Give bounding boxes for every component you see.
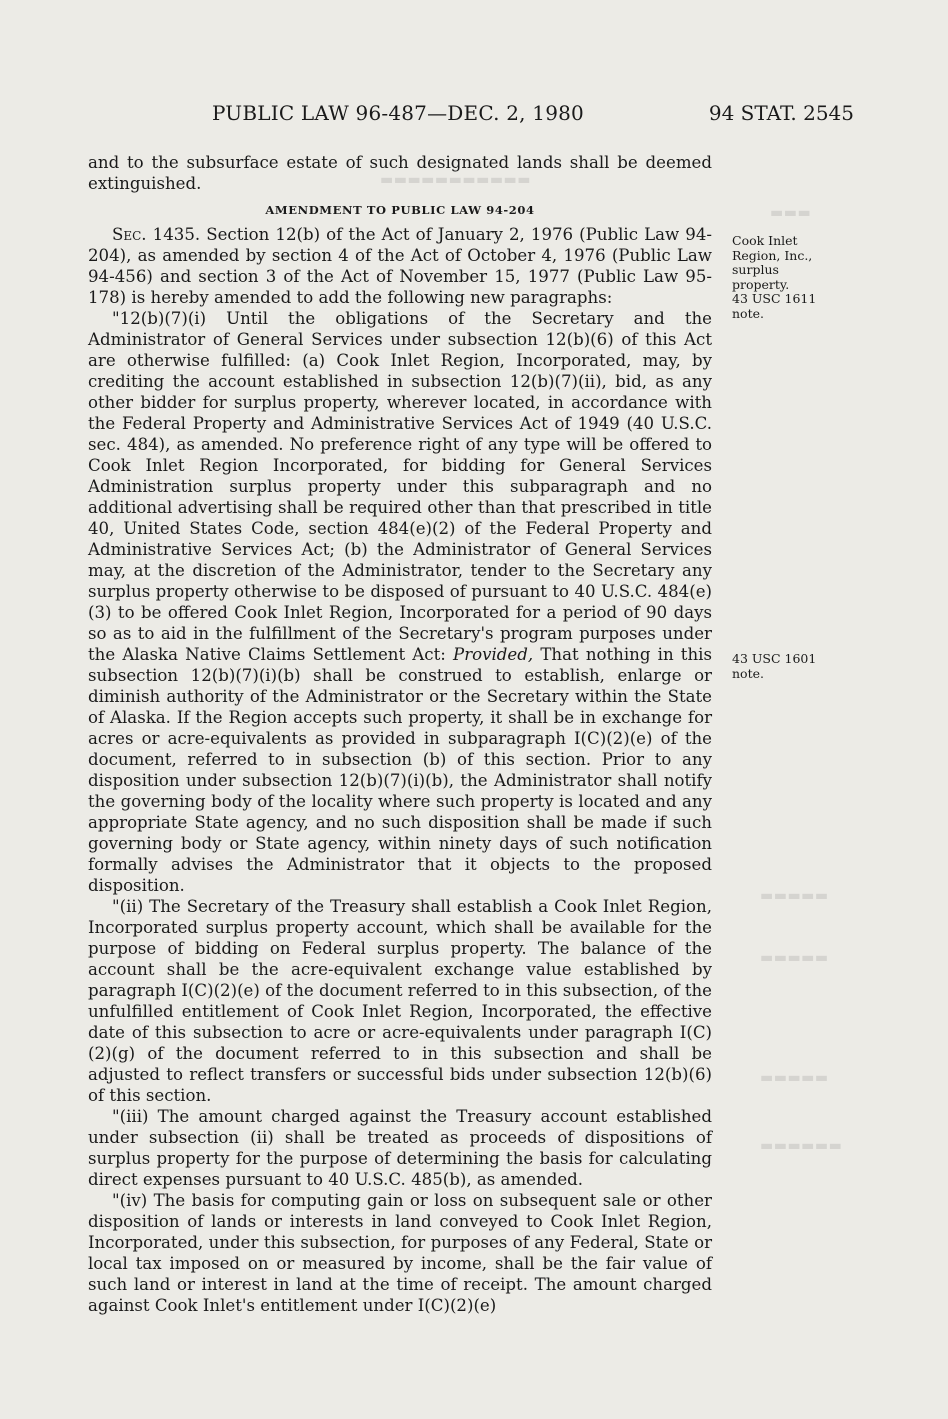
paragraph-i [88,308,712,896]
margin-note-line: property. [732,276,790,292]
bleed-through: ▬▬▬▬▬▬ [760,1138,843,1154]
bleed-through: ▬▬▬ [770,205,812,221]
margin-note-line: 43 USC 1611 [732,291,817,306]
bleed-through: ▬▬▬▬▬ [760,950,829,966]
statute-page-number: 94 STAT. 2545 [708,101,854,125]
bleed-through: ▬▬▬▬▬ [760,888,829,904]
paragraph-i-text-before: "12(b)(7)(i) Until the obligations of the Secretary and the Administrator of General Services under subsection 12(b)(6) of this Act are otherwise fulfilled: (a) Cook Inlet Region, Incorporated, may, by crediting the account established in subsection 12(b)(7)(ii), bid, as any other bidder for surplus property, wherever located, in accordance with the Federal Property and Administrative Services Act of 1949 (40 U.S.C. sec. 484), as amended. No preference right of any type will be offered to Cook Inlet Region Incorporated, for bidding for General Services Administration surplus property under this subparagraph and no additional advertising shall be required other than that prescribed in title 40, United States Code, section 484(e)(2) of the Federal Property and Administrative Services Act; (b) the Administrator of General Services may, at the discretion of the Administrator, tender to the Secretary any surplus property otherwise to be disposed of pursuant to 40 U.S.C. 484(e)(3) to be offered Cook Inlet Region, Incorporated for a period of 90 days so as to aid in the fulfillment of the Secretary's program purposes under the Alaska Native Claims Settlement Act: [88,309,712,664]
header-title: PUBLIC LAW 96-487—DEC. 2, 1980 [212,101,584,125]
margin-note-43-usc-1601 [732,652,816,681]
section-heading: AMENDMENT TO PUBLIC LAW 94-204 [265,203,535,217]
section-1435-paragraph [88,224,712,308]
section-1435-text: 1435. Section 12(b) of the Act of January 2, 1976 (Public Law 94-204), as amended by section 4 of the Act of October 4, 1976 (Public Law 94-456) and section 3 of the Act of November 15, 1977 (Public Law 95-178) is hereby amended to add the following new paragraphs: [88,225,712,307]
margin-note-line: note. [732,665,764,681]
margin-note-line: Cook Inlet [732,233,798,248]
margin-note-line: note. [732,305,764,321]
margin-note-line: 43 USC 1601 [732,651,817,666]
paragraph-ii: "(ii) The Secretary of the Treasury shall establish a Cook Inlet Region, Incorporated surplus property account, which shall be available for the purpose of bidding on Federal surplus property. The balance of the account shall be the acre-equivalent exchange value established by paragraph I(C)(2)(e) of the document referred to in this subsection, of the unfulfilled entitlement of Cook Inlet Region, Incorporated, the effective date of this subsection to acre or acre-equivalents under paragraph I(C)(2)(g) of the document referred to in this subsection and shall be adjusted to reflect transfers or successful bids under subsection 12(b)(6) of this section. [88,897,712,1105]
proviso-italic: Provided, [453,645,534,664]
paragraph-iv: "(iv) The basis for computing gain or loss on subsequent sale or other disposition of lands or interests in land conveyed to Cook Inlet Region, Incorporated, under this subsection, for purposes of any Federal, State or local tax imposed on or measured by income, shall be the fair value of such land or interest in land at the time of receipt. The amount charged against Cook Inlet's entitlement under I(C)(2)(e) [88,1191,712,1315]
bleed-through: ▬▬▬▬▬ [760,1070,829,1086]
paragraph-iii: "(iii) The amount charged against the Treasury account established under subsection (ii) shall be treated as proceeds of dispositions of surplus property for the purpose of determining the basis for calculating direct expenses pursuant to 40 U.S.C. 485(b), as amended. [88,1107,712,1189]
bleed-through: ▬▬▬▬▬▬▬▬▬▬▬ [380,172,532,188]
main-text [88,152,712,1316]
section-label: Sec. [112,225,147,244]
running-header [82,101,854,131]
intro-paragraph: and to the subsurface estate of such designated lands shall be deemed extinguished. [88,153,712,193]
margin-note-cook-inlet [732,234,816,321]
margin-note-line: Region, Inc., [732,247,813,263]
margin-note-line: surplus [732,262,779,277]
paragraph-i-text-after: That nothing in this subsection 12(b)(7)(i)(b) shall be construed to establish, enlarge or diminish authority of the Administrator or the Secretary within the State of Alaska. If the Region accepts such property, it shall be in exchange for acres or acre-equivalents as provided in subparagraph I(C)(2)(e) of the document, referred to in subsection (b) of this section. Prior to any disposition under subsection 12(b)(7)(i)(b), the Administrator shall notify the governing body of the locality where such property is located and any appropriate State agency, and no such disposition shall be made if such governing body or State agency, within ninety days of such notification formally advises the Administrator that it objects to the proposed disposition. [88,645,712,895]
